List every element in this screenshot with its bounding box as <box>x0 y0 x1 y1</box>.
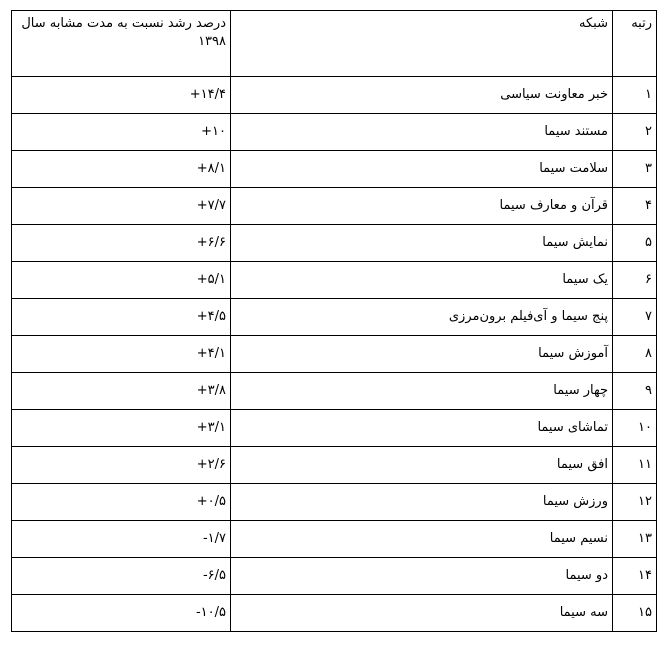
table-row <box>12 299 657 336</box>
rank-cell: ۱۰ <box>613 410 657 447</box>
network-cell: نسیم سیما <box>231 521 613 558</box>
growth-value: -۱/۷ <box>202 531 226 546</box>
growth-cell <box>12 484 231 521</box>
table-body <box>12 11 657 632</box>
growth-cell <box>12 188 231 225</box>
rank-cell: ۳ <box>613 151 657 188</box>
growth-value: +۵/۱ <box>196 272 226 287</box>
rank-cell: ۱ <box>613 77 657 114</box>
network-cell: چهار سیما <box>231 373 613 410</box>
growth-cell <box>12 225 231 262</box>
rank-cell: ۲ <box>613 114 657 151</box>
table-row <box>12 336 657 373</box>
growth-value: +۳/۱ <box>196 420 226 435</box>
network-growth-table <box>11 10 657 632</box>
growth-cell <box>12 77 231 114</box>
growth-cell <box>12 114 231 151</box>
growth-value: +۶/۶ <box>196 235 226 250</box>
growth-value: +۸/۱ <box>196 161 226 176</box>
rank-cell: ۱۱ <box>613 447 657 484</box>
growth-cell <box>12 262 231 299</box>
network-cell: سه سیما <box>231 595 613 632</box>
growth-value: +۱۴/۴ <box>189 87 226 102</box>
network-cell: سلامت سیما <box>231 151 613 188</box>
rank-cell: ۶ <box>613 262 657 299</box>
header-growth: درصد رشد نسبت به مدت مشابه سال ۱۳۹۸ <box>12 11 231 77</box>
table-row <box>12 188 657 225</box>
table-row <box>12 373 657 410</box>
growth-cell <box>12 595 231 632</box>
growth-cell <box>12 336 231 373</box>
growth-value: -۶/۵ <box>202 568 226 583</box>
network-cell: قرآن و معارف سیما <box>231 188 613 225</box>
growth-cell <box>12 447 231 484</box>
network-cell: نمایش سیما <box>231 225 613 262</box>
rank-cell: ۸ <box>613 336 657 373</box>
network-cell: آموزش سیما <box>231 336 613 373</box>
network-cell: ورزش سیما <box>231 484 613 521</box>
network-cell: مستند سیما <box>231 114 613 151</box>
rank-cell: ۱۳ <box>613 521 657 558</box>
table-row <box>12 558 657 595</box>
rank-cell: ۱۵ <box>613 595 657 632</box>
network-cell: پنج سیما و آی‌فیلم برون‌مرزی <box>231 299 613 336</box>
rank-cell: ۱۲ <box>613 484 657 521</box>
growth-value: +۴/۱ <box>196 346 226 361</box>
header-rank: رتبه <box>613 11 657 77</box>
table-header-row <box>12 11 657 77</box>
growth-cell <box>12 521 231 558</box>
growth-cell <box>12 299 231 336</box>
header-network: شبکه <box>231 11 613 77</box>
table-row <box>12 151 657 188</box>
network-cell: تماشای سیما <box>231 410 613 447</box>
growth-value: +۳/۸ <box>196 383 226 398</box>
rank-cell: ۵ <box>613 225 657 262</box>
network-cell: خبر معاونت سیاسی <box>231 77 613 114</box>
network-cell: یک سیما <box>231 262 613 299</box>
growth-value: +۰/۵ <box>196 494 226 509</box>
table-row <box>12 447 657 484</box>
table-row <box>12 114 657 151</box>
rank-cell: ۹ <box>613 373 657 410</box>
growth-cell <box>12 558 231 595</box>
growth-value: +۲/۶ <box>196 457 226 472</box>
table-row <box>12 410 657 447</box>
table-row <box>12 595 657 632</box>
table-row <box>12 262 657 299</box>
rank-cell: ۱۴ <box>613 558 657 595</box>
table-row <box>12 225 657 262</box>
growth-cell <box>12 373 231 410</box>
rank-cell: ۴ <box>613 188 657 225</box>
growth-value: +۴/۵ <box>196 309 226 324</box>
growth-value: +۱۰ <box>201 124 226 139</box>
network-cell: دو سیما <box>231 558 613 595</box>
growth-cell <box>12 410 231 447</box>
table-row <box>12 484 657 521</box>
table-row <box>12 521 657 558</box>
growth-value: +۷/۷ <box>196 198 226 213</box>
rank-cell: ۷ <box>613 299 657 336</box>
growth-value: -۱۰/۵ <box>195 605 226 620</box>
network-cell: افق سیما <box>231 447 613 484</box>
table-row <box>12 77 657 114</box>
growth-cell <box>12 151 231 188</box>
